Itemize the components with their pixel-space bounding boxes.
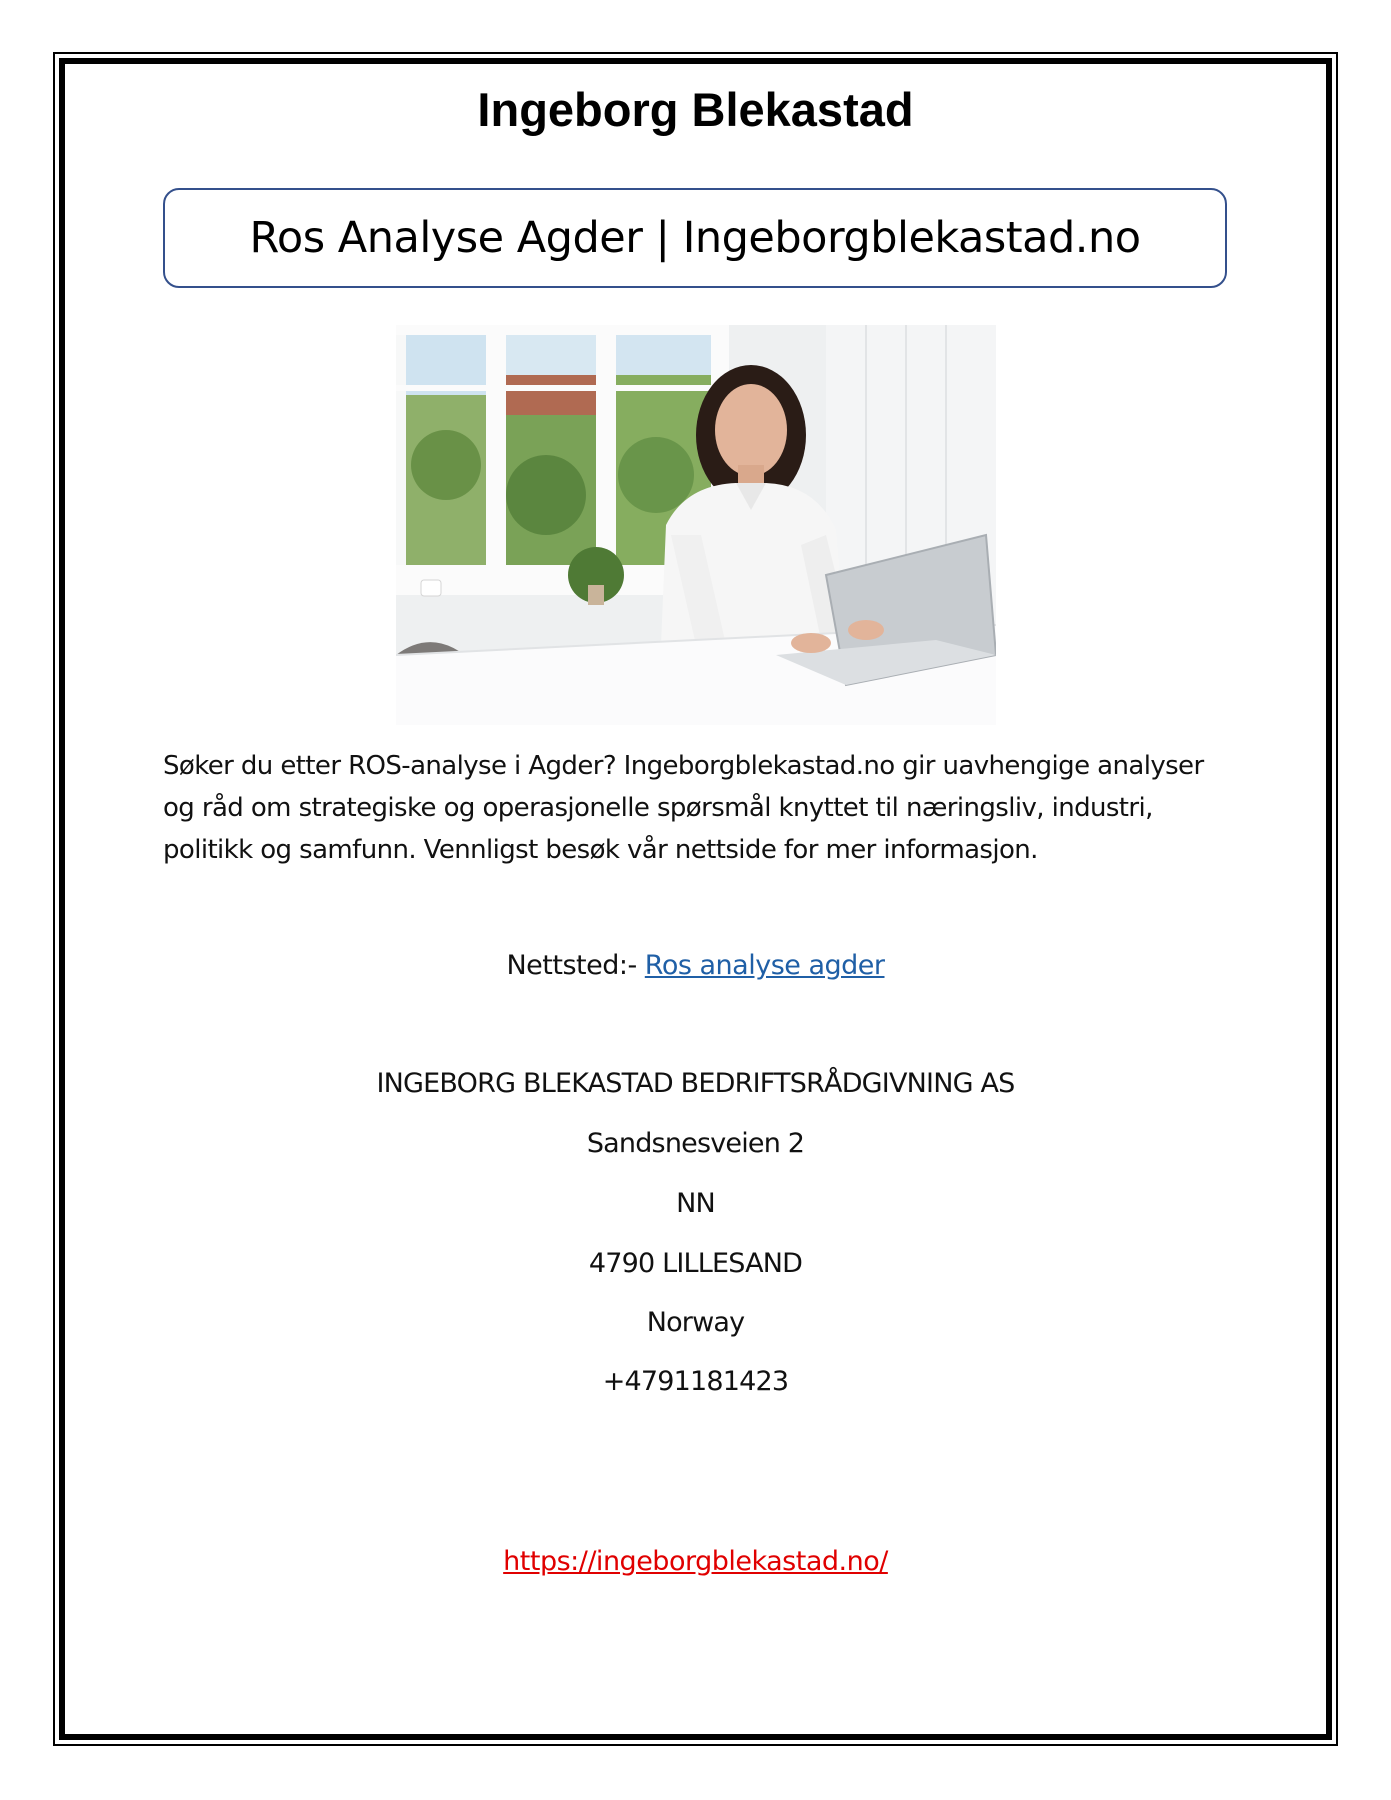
phone-number: +4791181423: [602, 1366, 789, 1397]
company-name: INGEBORG BLEKASTAD BEDRIFTSRÅDGIVNING AS: [376, 1068, 1015, 1099]
title-box-text: Ros Analyse Agder | Ingeborgblekastad.no: [249, 213, 1141, 263]
country: Norway: [646, 1307, 745, 1338]
footer-url-link[interactable]: https://ingeborgblekastad.no/: [503, 1546, 888, 1577]
website-label: Nettsted:-: [506, 950, 645, 981]
portrait-photo: [396, 325, 996, 725]
postal-city: 4790 LILLESAND: [588, 1248, 803, 1279]
page-frame-inner: [59, 58, 1332, 1740]
title-box: [163, 188, 1227, 288]
street-address: Sandsnesveien 2: [586, 1128, 805, 1159]
website-line: [0, 950, 1391, 981]
region: NN: [676, 1188, 715, 1219]
page-heading: Ingeborg Blekastad: [477, 83, 914, 136]
description-paragraph: Søker du etter ROS-analyse i Agder? Ingeborgblekastad.no gir uavhengige analyser og råd om strategiske og operasjonelle spørsmål knyttet til næringsliv, industri, politikk og samfunn. Vennligst besøk vår nettside for mer informasjon.: [163, 751, 1204, 865]
website-link[interactable]: Ros analyse agder: [644, 950, 885, 981]
